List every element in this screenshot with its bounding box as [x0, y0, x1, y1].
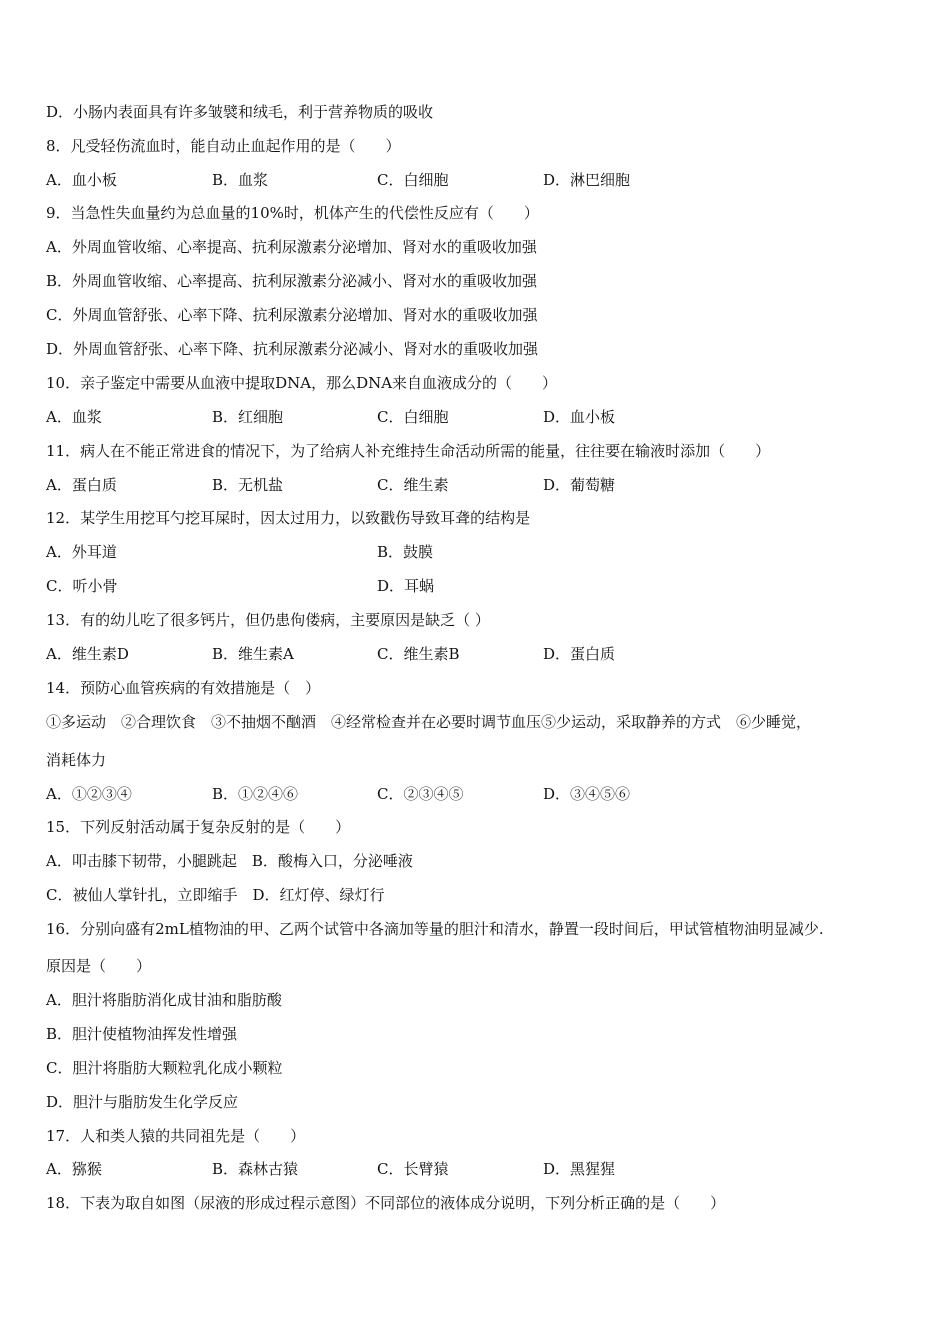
q9-stem: 9．当急性失血量约为总血量的10%时，机体产生的代偿性反应有（ ） [46, 204, 539, 222]
q8-option-b: B．血浆 [212, 171, 269, 189]
q13-stem: 13．有的幼儿吃了很多钙片，但仍患佝偻病，主要原因是缺乏（ ） [46, 611, 490, 629]
q15-options-ab: A．叩击膝下韧带，小腿跳起 B．酸梅入口，分泌唾液 [46, 852, 413, 870]
q11-option-d: D．葡萄糖 [543, 476, 616, 494]
q16-option-a: A．胆汁将脂肪消化成甘油和脂肪酸 [46, 991, 282, 1009]
q8-option-c: C．白细胞 [377, 171, 449, 189]
q8-option-d: D．淋巴细胞 [543, 171, 631, 189]
q12-option-d: D．耳蜗 [377, 577, 435, 595]
q10-option-a: A．血浆 [46, 408, 102, 426]
q11-option-b: B．无机盐 [212, 476, 284, 494]
q16-option-d: D．胆汁与脂肪发生化学反应 [46, 1093, 239, 1111]
q9-option-d: D．外周血管舒张、心率下降、抗利尿激素分泌减小、肾对水的重吸收加强 [46, 340, 539, 358]
q13-option-c: C．维生素B [377, 645, 460, 663]
q11-option-a: A．蛋白质 [46, 476, 117, 494]
q16-stem-cont: 原因是（ ） [46, 957, 152, 975]
q16-stem: 16．分别向盛有2mL植物油的甲、乙两个试管中各滴加等量的胆汁和清水，静置一段时间后，甲试管植物油明显减少. [46, 920, 824, 938]
q18-stem: 18．下表为取自如图（尿液的形成过程示意图）不同部位的液体成分说明，下列分析正确的是（ ） [46, 1194, 726, 1212]
q14-option-a: A．①②③④ [46, 785, 132, 803]
q12-option-c: C．听小骨 [46, 577, 118, 595]
q14-option-c: C．②③④⑤ [377, 785, 464, 803]
q11-option-c: C．维生素 [377, 476, 449, 494]
q17-option-b: B．森林古猿 [212, 1160, 299, 1178]
q9-option-c: C．外周血管舒张、心率下降、抗利尿激素分泌增加、肾对水的重吸收加强 [46, 306, 538, 324]
q8-stem: 8．凡受轻伤流血时，能自动止血起作用的是（ ） [46, 137, 401, 155]
q14-statements-cont: 消耗体力 [46, 751, 107, 769]
q10-stem: 10．亲子鉴定中需要从血液中提取DNA，那么DNA来自血液成分的（ ） [46, 374, 558, 392]
q10-option-d: D．血小板 [543, 408, 616, 426]
q12-option-a: A．外耳道 [46, 543, 117, 561]
q17-stem: 17．人和类人猿的共同祖先是（ ） [46, 1127, 306, 1145]
q10-option-c: C．白细胞 [377, 408, 449, 426]
q8-option-a: A．血小板 [46, 171, 117, 189]
q17-option-c: C．长臂猿 [377, 1160, 449, 1178]
q14-statements: ①多运动 ②合理饮食 ③不抽烟不酗酒 ④经常检查并在必要时调节血压⑤少运动，采取静养的方式 ⑥少睡觉， [46, 713, 812, 731]
q10-option-b: B．红细胞 [212, 408, 284, 426]
q16-option-c: C．胆汁将脂肪大颗粒乳化成小颗粒 [46, 1059, 283, 1077]
q12-option-b: B．鼓膜 [377, 543, 434, 561]
q15-options-cd: C．被仙人掌针扎，立即缩手 D．红灯停、绿灯行 [46, 886, 385, 904]
q17-option-a: A．猕猴 [46, 1160, 102, 1178]
q11-stem: 11．病人在不能正常进食的情况下，为了给病人补充维持生命活动所需的能量，往往要在输液时添加（ ） [46, 442, 771, 460]
q14-option-b: B．①②④⑥ [212, 785, 299, 803]
q17-option-d: D．黑猩猩 [543, 1160, 616, 1178]
q12-stem: 12．某学生用挖耳勺挖耳屎时，因太过用力，以致戳伤导致耳聋的结构是 [46, 509, 531, 527]
q13-option-a: A．维生素D [46, 645, 129, 663]
q16-option-b: B．胆汁使植物油挥发性增强 [46, 1025, 238, 1043]
q14-stem: 14．预防心血管疾病的有效措施是（ ） [46, 679, 321, 697]
q14-option-d: D．③④⑤⑥ [543, 785, 631, 803]
q13-option-b: B．维生素A [212, 645, 294, 663]
q15-stem: 15．下列反射活动属于复杂反射的是（ ） [46, 818, 351, 836]
q13-option-d: D．蛋白质 [543, 645, 616, 663]
q9-option-b: B．外周血管收缩、心率提高、抗利尿激素分泌减小、肾对水的重吸收加强 [46, 272, 538, 290]
q7-option-d: D．小肠内表面具有许多皱襞和绒毛，利于营养物质的吸收 [46, 103, 434, 121]
q9-option-a: A．外周血管收缩、心率提高、抗利尿激素分泌增加、肾对水的重吸收加强 [46, 238, 537, 256]
